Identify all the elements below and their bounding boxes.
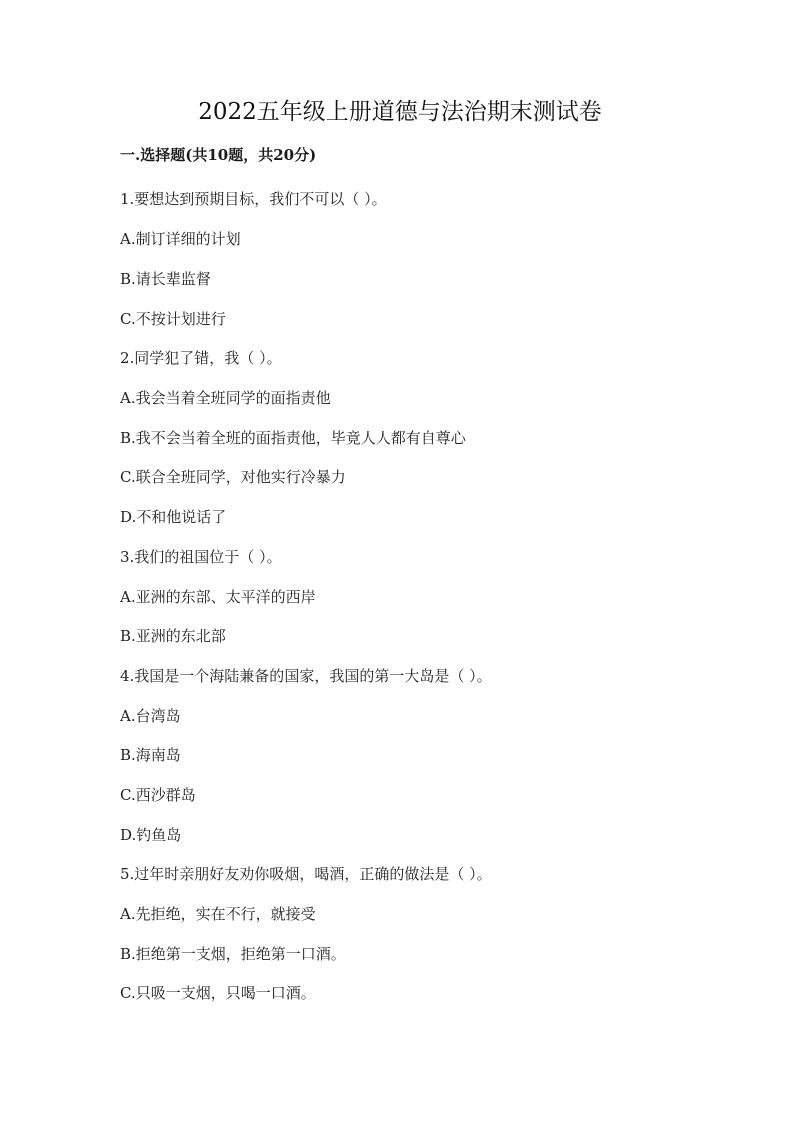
section-heading: 一.选择题(共10题，共20分) — [120, 146, 317, 164]
question-4-option-c: C.西沙群岛 — [120, 786, 196, 804]
question-4-option-d: D.钓鱼岛 — [120, 826, 182, 844]
question-1: 1.要想达到预期目标，我们不可以（ ）。 — [120, 190, 387, 208]
question-5-option-b: B.拒绝第一支烟，拒绝第一口酒。 — [120, 945, 346, 963]
question-1-option-c: C.不按计划进行 — [120, 310, 226, 328]
question-4-option-a: A.台湾岛 — [120, 707, 181, 725]
question-5-option-a: A.先拒绝，实在不行，就接受 — [120, 905, 316, 923]
question-4-option-b: B.海南岛 — [120, 746, 181, 764]
question-2: 2.同学犯了错，我（ ）。 — [120, 349, 282, 367]
question-3: 3.我们的祖国位于（ ）。 — [120, 548, 282, 566]
question-4: 4.我国是一个海陆兼备的国家，我国的第一大岛是（ ）。 — [120, 667, 492, 685]
page-title: 2022五年级上册道德与法治期末测试卷 — [198, 99, 602, 125]
question-1-option-a: A.制订详细的计划 — [120, 230, 241, 248]
question-2-option-a: A.我会当着全班同学的面指责他 — [120, 389, 331, 407]
question-2-option-b: B.我不会当着全班的面指责他，毕竟人人都有自尊心 — [120, 429, 466, 447]
question-2-option-c: C.联合全班同学，对他实行冷暴力 — [120, 468, 346, 486]
question-5-option-c: C.只吸一支烟，只喝一口酒。 — [120, 984, 316, 1002]
question-2-option-d: D.不和他说话了 — [120, 508, 227, 526]
question-3-option-a: A.亚洲的东部、太平洋的西岸 — [120, 588, 316, 606]
question-1-option-b: B.请长辈监督 — [120, 270, 211, 288]
question-5: 5.过年时亲朋好友劝你吸烟，喝酒，正确的做法是（ ）。 — [120, 865, 492, 883]
question-3-option-b: B.亚洲的东北部 — [120, 627, 226, 645]
